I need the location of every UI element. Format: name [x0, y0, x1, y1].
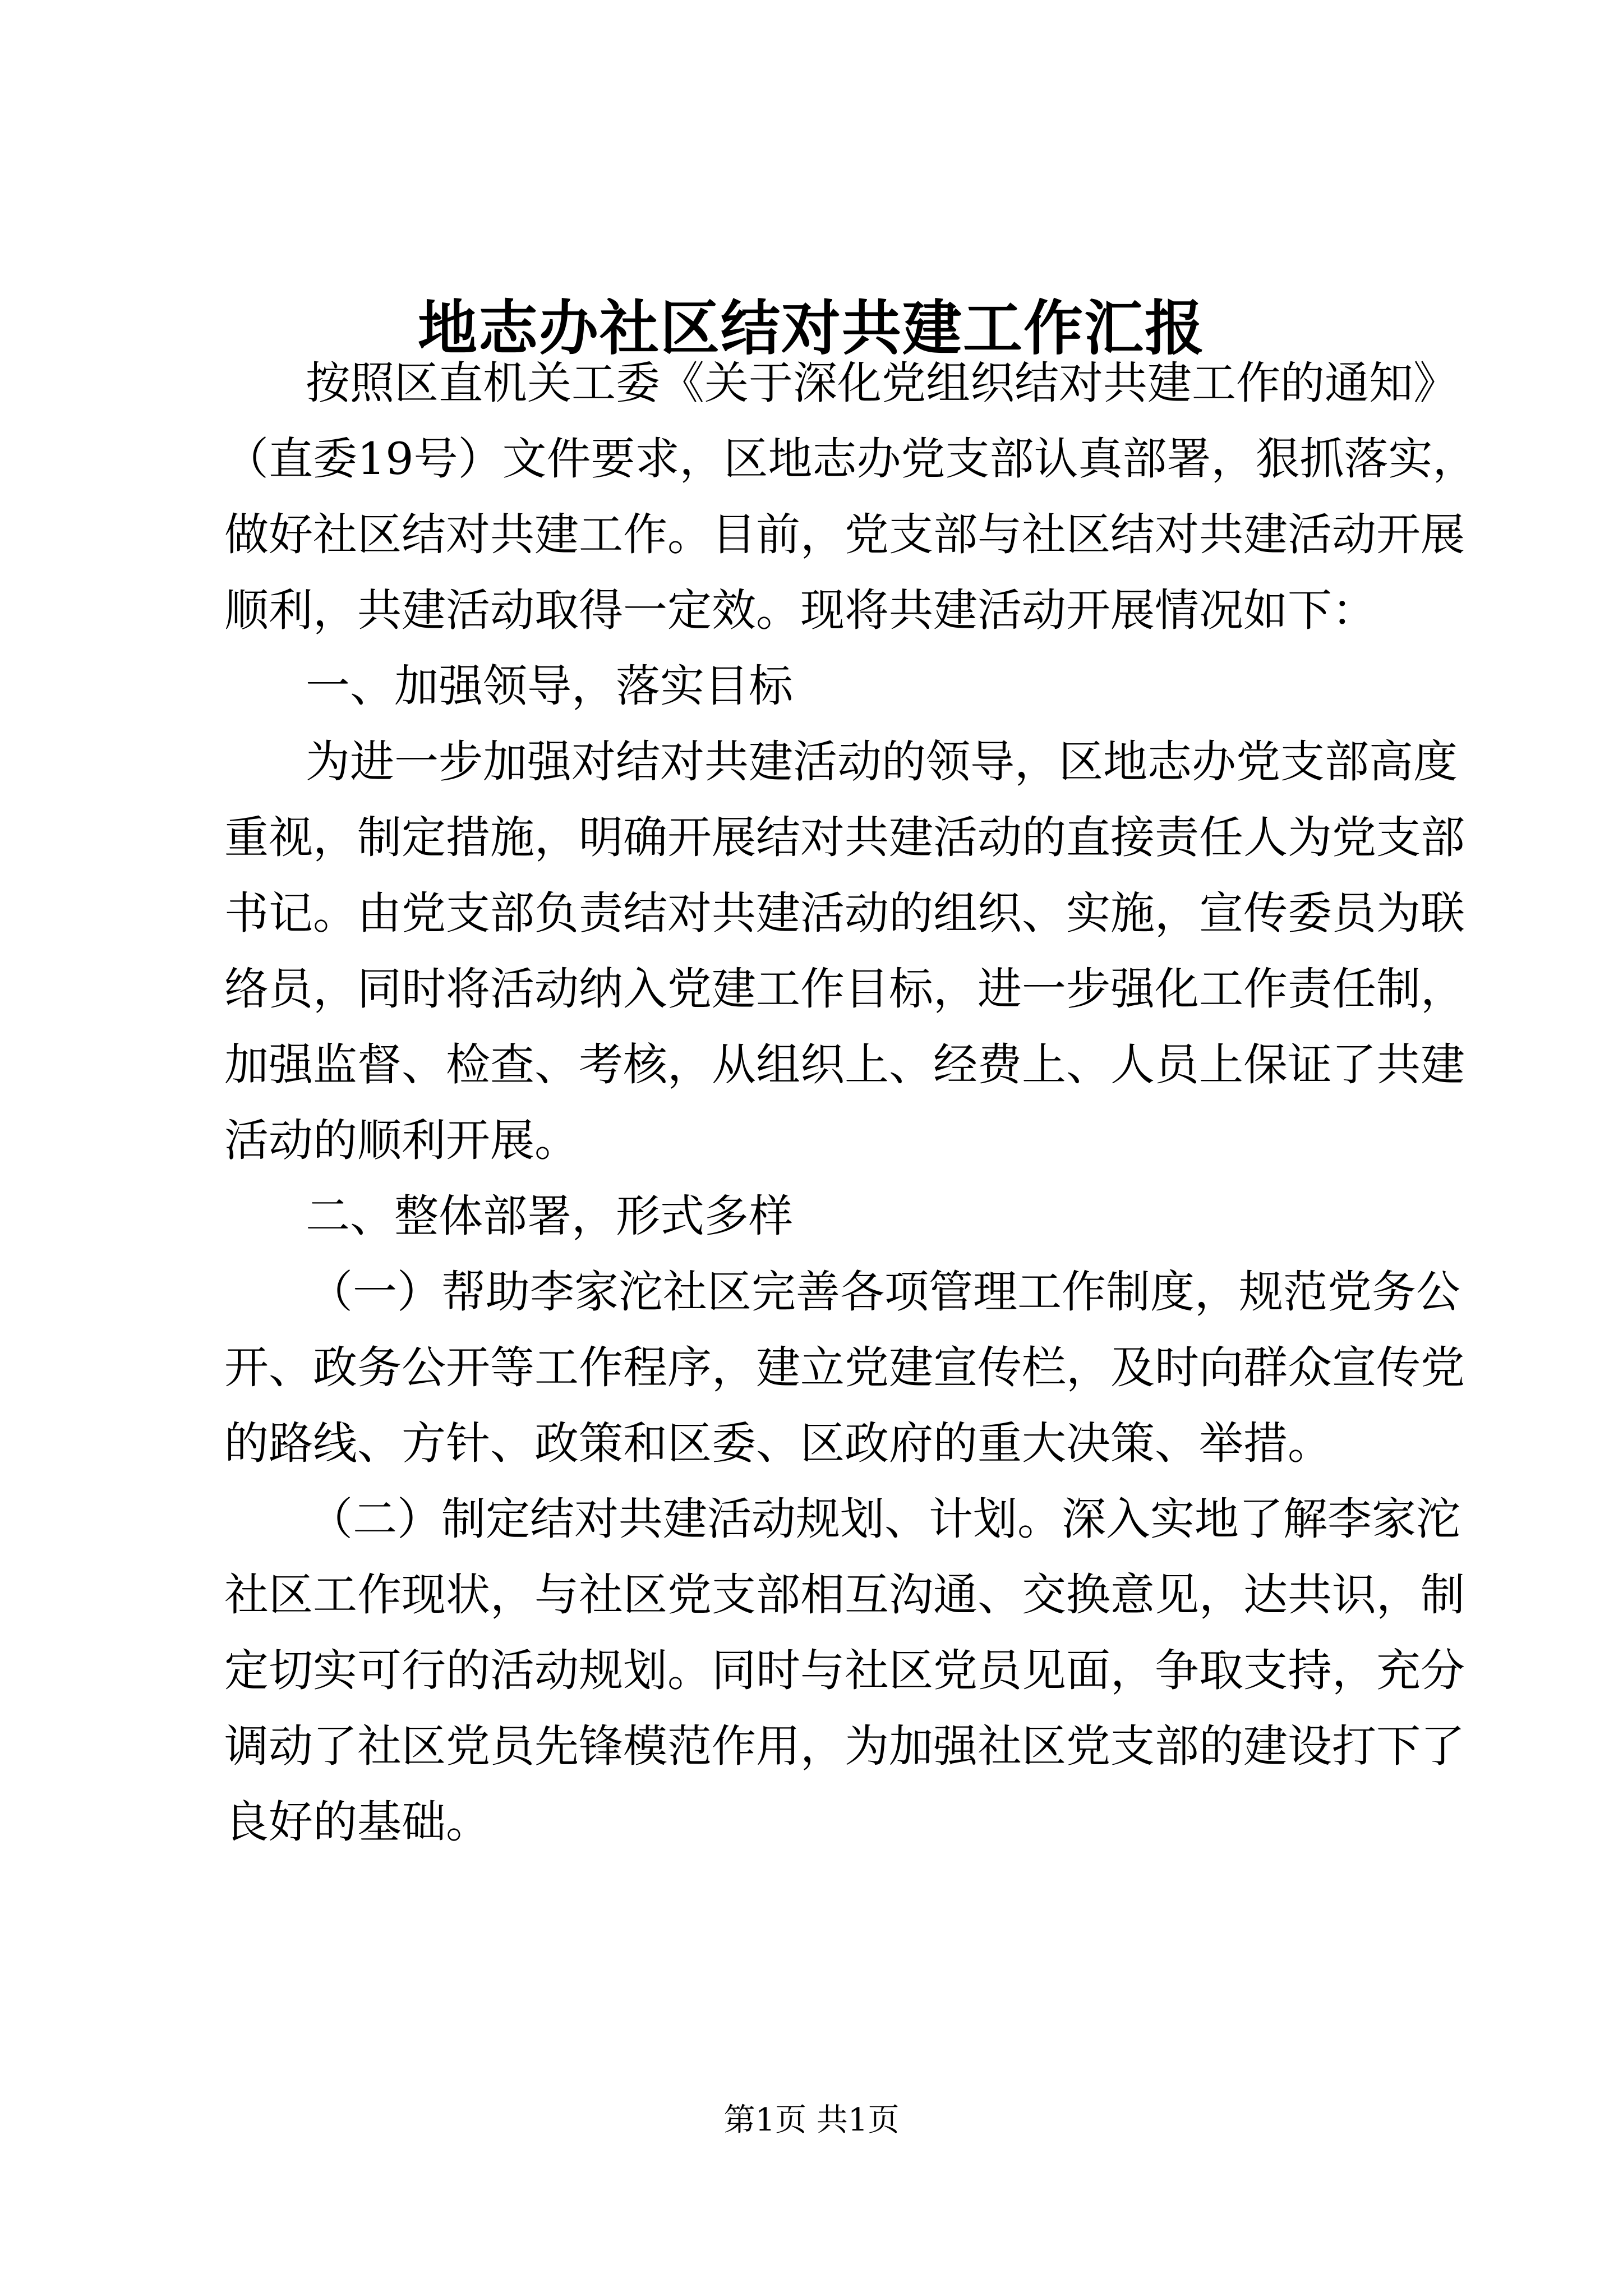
paragraph-line: （二）制定结对共建活动规划、计划。深入实地了解李家沱 — [308, 1493, 1460, 1545]
paragraph-line: （一）帮助李家沱社区完善各项管理工作制度，规范党务公 — [308, 1266, 1460, 1318]
paragraph-line: 良好的基础。 — [224, 1796, 490, 1848]
paragraph-line: 活动的顺利开展。 — [224, 1115, 579, 1166]
paragraph-line: 加强监督、检查、考核，从组织上、经费上、人员上保证了共建 — [224, 1039, 1465, 1091]
document-body — [224, 346, 1477, 1860]
paragraph-line: 按照区直机关工委《关于深化党组织结对共建工作的通知》 — [306, 357, 1458, 409]
section-heading: 一、加强领导，落实目标 — [306, 660, 793, 712]
document-title: 地志办社区结对共建工作汇报 — [418, 293, 1205, 363]
paragraph-line: 做好社区结对共建工作。目前，党支部与社区结对共建活动开展 — [224, 509, 1465, 560]
paragraph-line: （直委19号）文件要求，区地志办党支部认真部署，狠抓落实， — [224, 433, 1477, 485]
paragraph-line: 开、政务公开等工作程序，建立党建宣传栏，及时向群众宣传党 — [224, 1342, 1465, 1393]
paragraph-line: 顺利，共建活动取得一定效。现将共建活动开展情况如下： — [224, 585, 1376, 636]
section-heading: 二、整体部署，形式多样 — [306, 1190, 793, 1242]
paragraph-line: 书记。由党支部负责结对共建活动的组织、实施，宣传委员为联 — [224, 887, 1465, 939]
page-footer: 第1页 共1页 — [723, 2102, 900, 2138]
paragraph-line: 定切实可行的活动规划。同时与社区党员见面，争取支持，充分 — [224, 1645, 1465, 1696]
paragraph-line: 社区工作现状，与社区党支部相互沟通、交换意见，达共识，制 — [224, 1569, 1465, 1621]
paragraph-line: 调动了社区党员先锋模范作用，为加强社区党支部的建设打下了 — [224, 1720, 1465, 1772]
paragraph-line: 的路线、方针、政策和区委、区政府的重大决策、举措。 — [224, 1418, 1332, 1469]
paragraph-line: 重视，制定措施，明确开展结对共建活动的直接责任人为党支部 — [224, 812, 1465, 863]
paragraph-line: 为进一步加强对结对共建活动的领导，区地志办党支部高度 — [306, 736, 1458, 788]
paragraph-line: 络员，同时将活动纳入党建工作目标，进一步强化工作责任制， — [224, 963, 1465, 1015]
